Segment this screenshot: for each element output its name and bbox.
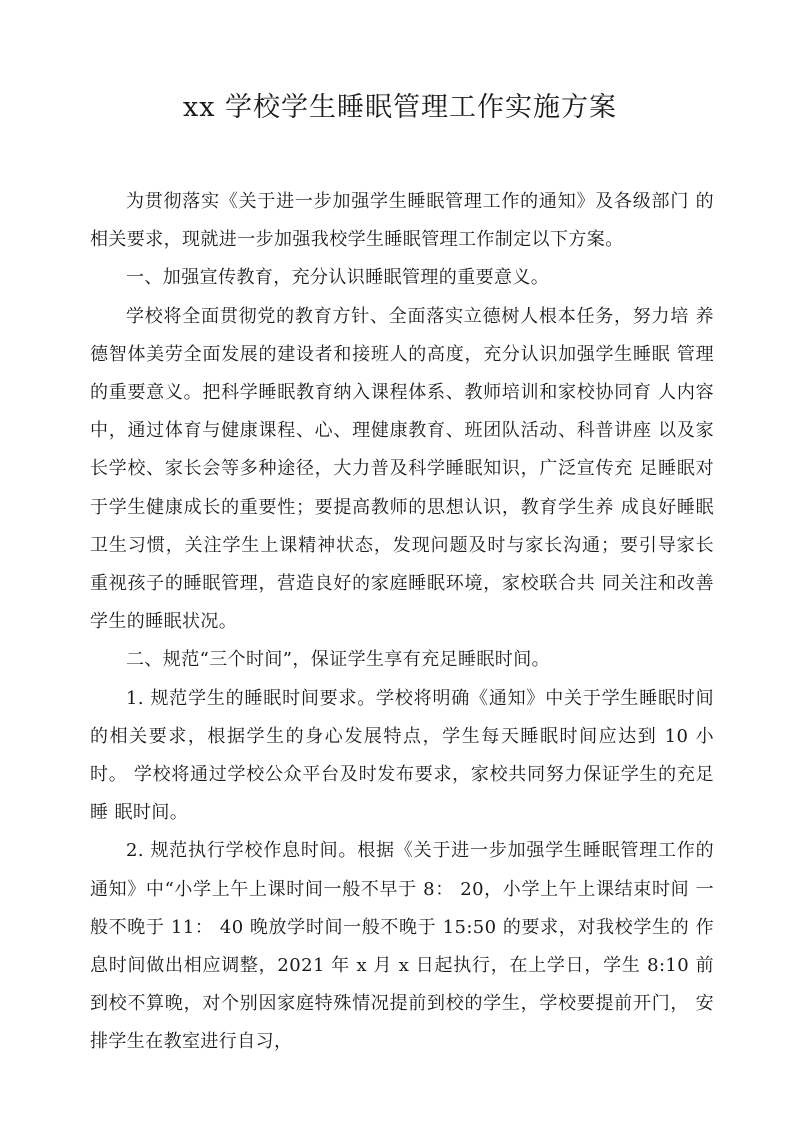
document-body bbox=[90, 183, 714, 1062]
paragraph-intro: 为贯彻落实《关于进一步加强学生睡眠管理工作的通知》及各级部门 的相关要求，现就进一步加强我校学生睡眠管理工作制定以下方案。 bbox=[90, 191, 714, 251]
paragraph-section-1: 学校将全面贯彻党的教育方针、全面落实立德树人根本任务，努力培 养德智体美劳全面发展的建设者和接班人的高度，充分认识加强学生睡眠 管理的重要意义。把科学睡眠教育纳入课程体系、教师培训和家校协同育 人内容中，通过体育与健康课程、心、理健康教育、班团队活动、科普讲座 以及家长学校、家长会等多种途径，大力普及科学睡眠知识，广泛宣传充 足睡眠对于学生健康成长的重要性；要提高教师的思想认识，教育学生养 成良好睡眠卫生习惯，关注学生上课精神状态，发现问题及时与家长沟通；要引导家长重视孩子的睡眠管理，营造良好的家庭睡眠环境，家校联合共 同关注和改善学生的睡眠状况。 bbox=[90, 305, 714, 633]
section-heading-1: 一、加强宣传教育，充分认识睡眠管理的重要意义。 bbox=[126, 267, 550, 289]
paragraph-item-1: 1. 规范学生的睡眠时间要求。学校将明确《通知》中关于学生睡眠时间 的相关要求，根据学生的身心发展特点，学生每天睡眠时间应达到 10 小时。 学校将通过学校公众平台及时发布要求，家校共同努力保证学生的充足睡 眠时间。 bbox=[90, 687, 714, 824]
paragraph-item-2: 2. 规范执行学校作息时间。根据《关于进一步加强学生睡眠管理工作的 通知》中“小学上午上课时间一般不早于 8： 20，小学上午上课结束时间 一般不晚于 11： 40 晚放学时间一般不晚于 15:50 的要求，对我校学生的 作息时间做出相应调整，2021 年 x 月 x 日起执行，在上学日，学生 8:10 前到校不算晚，对个别因家庭特殊情况提前到校的学生，学校要提前开门， 安排学生在教室进行自习， bbox=[90, 840, 714, 1053]
section-heading-2: 二、规范“三个时间”，保证学生享有充足睡眠时间。 bbox=[126, 649, 551, 671]
document-title: xx 学校学生睡眠管理工作实施方案 bbox=[182, 92, 618, 123]
